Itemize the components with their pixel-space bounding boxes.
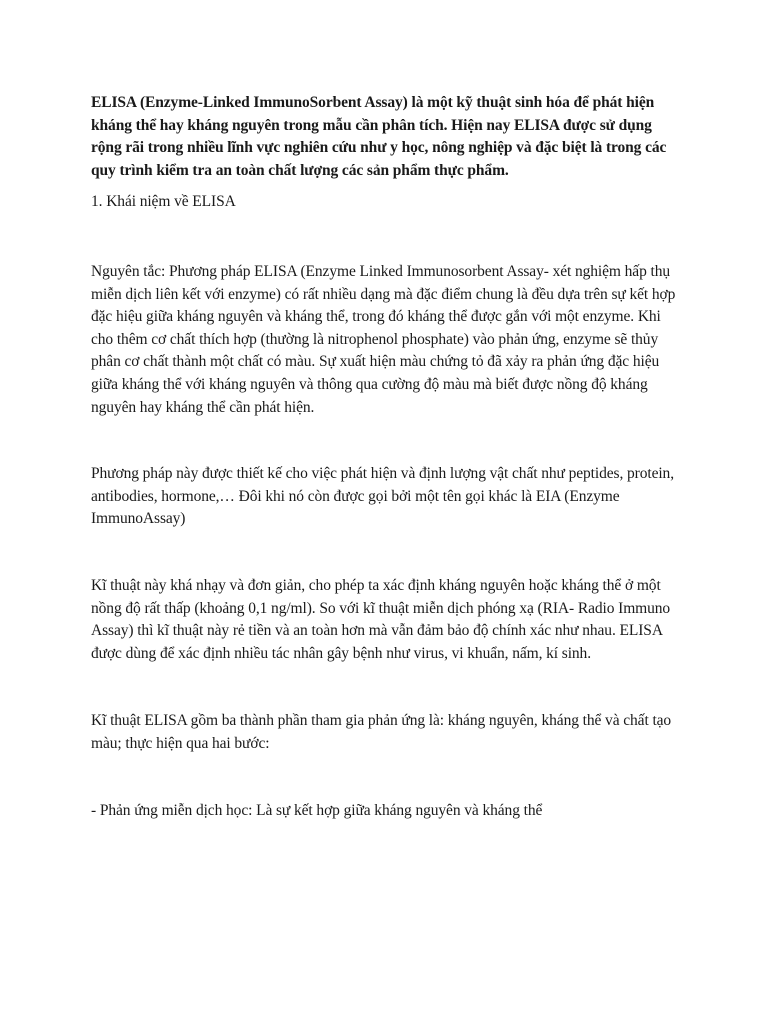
paragraph-immune-reaction: - Phản ứng miễn dịch học: Là sự kết hợp giữa kháng nguyên và kháng thể xyxy=(91,802,543,820)
document-page xyxy=(91,92,681,823)
paragraph-sensitivity: Kĩ thuật này khá nhạy và đơn giản, cho phép ta xác định kháng nguyên hoặc kháng thể ở một nồng độ rất thấp (khoảng 0,1 ng/ml). So với kĩ thuật miễn dịch phóng xạ (RIA- Radio Immuno Assay) thì kĩ thuật này rẻ tiền và an toàn hơn mà vẫn đảm bảo độ chính xác như nhau. ELISA được dùng để xác định nhiều tác nhân gây bệnh như virus, vi khuẩn, nấm, kí sinh. xyxy=(91,576,671,662)
intro-paragraph: ELISA (Enzyme-Linked ImmunoSorbent Assay) là một kỹ thuật sinh hóa để phát hiện kháng thể hay kháng nguyên trong mẫu cần phân tích. Hiện nay ELISA được sử dụng rộng rãi trong nhiều lĩnh vực nghiên cứu như y học, nông nghiệp và đặc biệt là trong các quy trình kiểm tra an toàn chất lượng các sản phẩm thực phẩm. xyxy=(91,94,667,179)
section-heading: 1. Khái niệm về ELISA xyxy=(91,193,236,211)
paragraph-principle: Nguyên tắc: Phương pháp ELISA (Enzyme Linked Immunosorbent Assay- xét nghiệm hấp thụ miễn dịch liên kết với enzyme) có rất nhiều dạng mà đặc điểm chung là đều dựa trên sự kết hợp đặc hiệu giữa kháng nguyên và kháng thể, trong đó kháng thể được gắn với một enzyme. Khi cho thêm cơ chất thích hợp (thường là nitrophenol phosphate) vào phản ứng, enzyme sẽ thủy phân cơ chất thành một chất có màu. Sự xuất hiện màu chứng tỏ đã xảy ra phản ứng đặc hiệu giữa kháng thể với kháng nguyên và thông qua cường độ màu mà biết được nồng độ kháng nguyên hay kháng thể cần phát hiện. xyxy=(91,262,676,416)
paragraph-design: Phương pháp này được thiết kế cho việc phát hiện và định lượng vật chất như peptides, protein, antibodies, hormone,… Đôi khi nó còn được gọi bởi một tên gọi khác là EIA (Enzyme ImmunoAssay) xyxy=(91,465,674,528)
paragraph-components: Kĩ thuật ELISA gồm ba thành phần tham gia phản ứng là: kháng nguyên, kháng thể và chất tạo màu; thực hiện qua hai bước: xyxy=(91,712,672,752)
